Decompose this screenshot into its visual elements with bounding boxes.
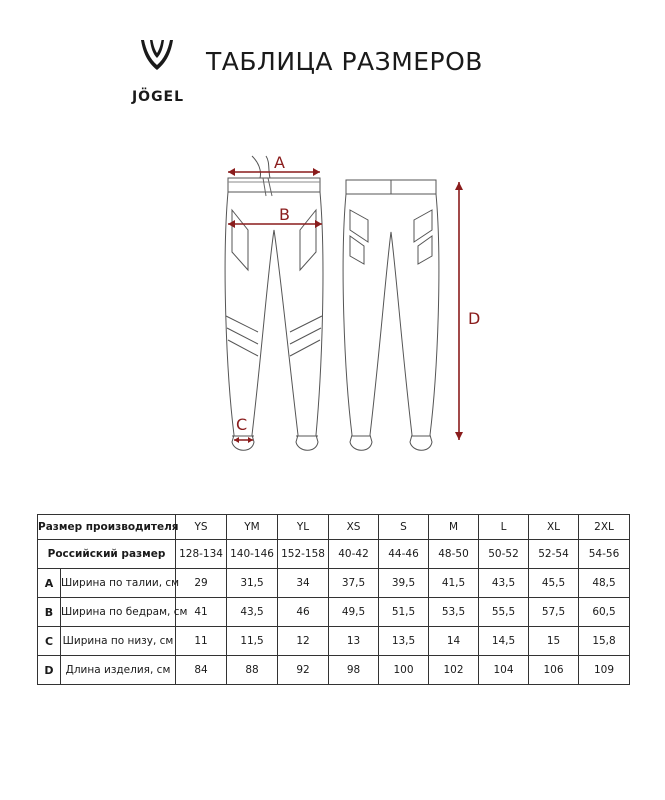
ru-size-cell: 54-56 [579,540,630,569]
value-cell: 14,5 [479,627,529,656]
row-label: Ширина по бедрам, см [61,598,176,627]
size-cell: L [479,515,529,540]
table-row [38,627,630,656]
label-d: D [468,309,481,328]
value-cell: 43,5 [227,598,278,627]
size-table [37,514,630,685]
value-cell: 29 [176,569,227,598]
value-cell: 49,5 [329,598,379,627]
ru-size-cell: 140-146 [227,540,278,569]
size-cell: XS [329,515,379,540]
value-cell: 11 [176,627,227,656]
value-cell: 53,5 [429,598,479,627]
label-b: B [279,205,290,224]
value-cell: 37,5 [329,569,379,598]
ru-size-cell: 52-54 [529,540,579,569]
value-cell: 84 [176,656,227,685]
value-cell: 12 [278,627,329,656]
value-cell: 13 [329,627,379,656]
row-label: Ширина по низу, см [61,627,176,656]
jogel-logo-icon [138,38,176,82]
value-cell: 106 [529,656,579,685]
row-label: Длина изделия, см [61,656,176,685]
size-cell: YL [278,515,329,540]
value-cell: 57,5 [529,598,579,627]
ru-size-cell: 50-52 [479,540,529,569]
ru-size-cell: 44-46 [379,540,429,569]
value-cell: 88 [227,656,278,685]
value-cell: 41,5 [429,569,479,598]
size-cell: YM [227,515,278,540]
row-letter: B [38,598,61,627]
value-cell: 98 [329,656,379,685]
value-cell: 11,5 [227,627,278,656]
value-cell: 104 [479,656,529,685]
value-cell: 13,5 [379,627,429,656]
value-cell: 60,5 [579,598,630,627]
russian-size-row [38,540,630,569]
measure-lines [228,168,463,443]
row-letter: C [38,627,61,656]
row-letter: A [38,569,61,598]
brand-name: JÖGEL [131,89,185,105]
value-cell: 45,5 [529,569,579,598]
size-cell: 2XL [579,515,630,540]
size-cell: XL [529,515,579,540]
page-title: ТАБЛИЦА РАЗМЕРОВ [206,47,483,76]
value-cell: 39,5 [379,569,429,598]
value-cell: 55,5 [479,598,529,627]
value-cell: 15 [529,627,579,656]
value-cell: 31,5 [227,569,278,598]
label-c: C [236,415,248,434]
value-cell: 100 [379,656,429,685]
table-row [38,656,630,685]
pants-front [225,156,323,450]
row-label: Ширина по талии, см [61,569,176,598]
value-cell: 92 [278,656,329,685]
ru-size-cell: 48-50 [429,540,479,569]
row-letter: D [38,656,61,685]
value-cell: 43,5 [479,569,529,598]
value-cell: 15,8 [579,627,630,656]
size-cell: YS [176,515,227,540]
value-cell: 109 [579,656,630,685]
ru-size-cell: 128-134 [176,540,227,569]
pants-back [343,180,439,450]
table-row [38,569,630,598]
ru-size-cell: 152-158 [278,540,329,569]
value-cell: 102 [429,656,479,685]
value-cell: 14 [429,627,479,656]
size-cell: M [429,515,479,540]
value-cell: 46 [278,598,329,627]
value-cell: 48,5 [579,569,630,598]
value-cell: 41 [176,598,227,627]
label-a: A [274,153,285,172]
manufacturer-size-row [38,515,630,540]
manufacturer-size-label: Размер производителя [38,515,176,540]
pants-diagram [0,140,665,480]
russian-size-label: Российский размер [38,540,176,569]
value-cell: 34 [278,569,329,598]
ru-size-cell: 40-42 [329,540,379,569]
brand-logo [122,38,192,108]
table-row [38,598,630,627]
value-cell: 51,5 [379,598,429,627]
size-cell: S [379,515,429,540]
